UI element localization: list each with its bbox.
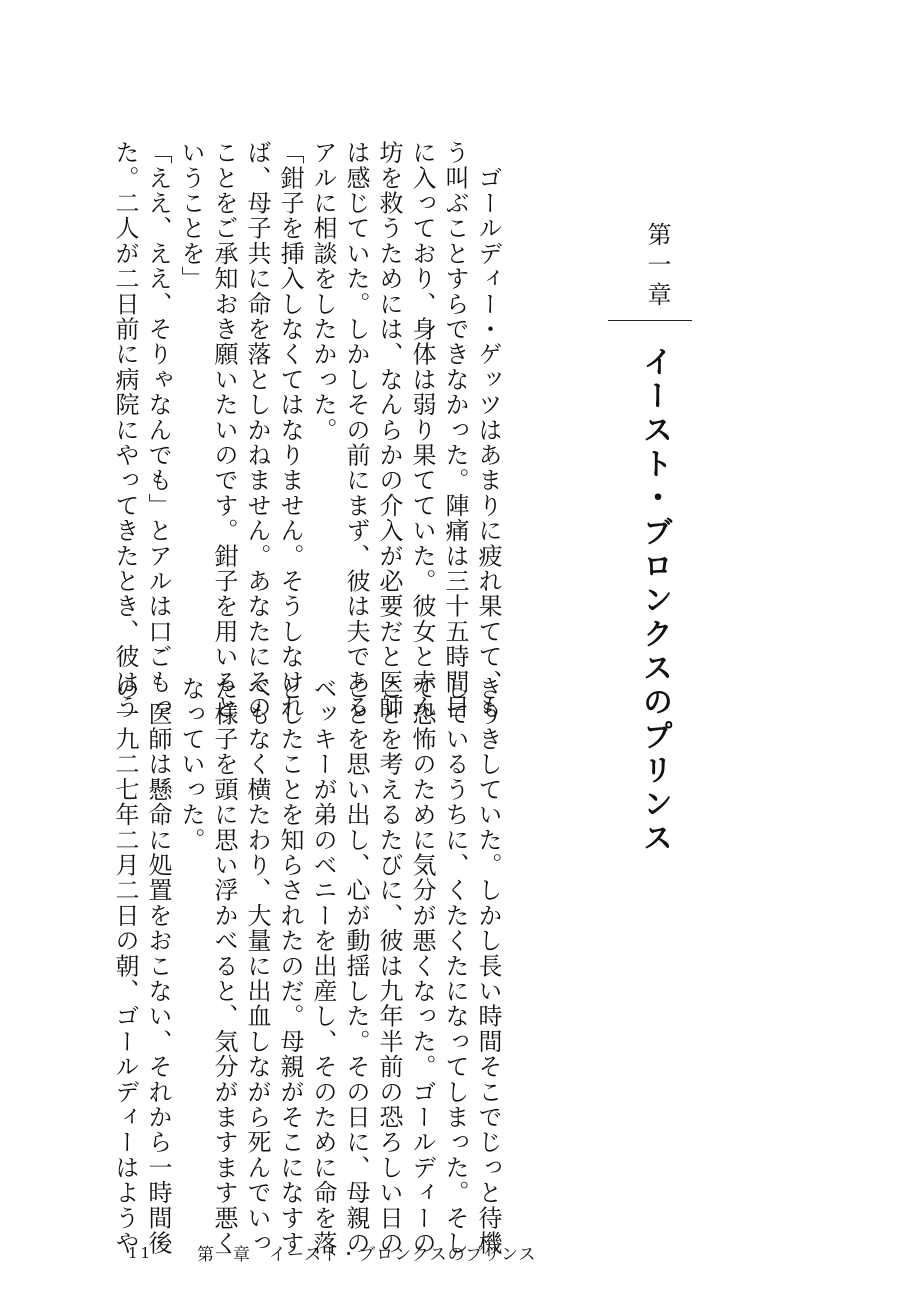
running-head-title: イースト・ブロンクスのプリンス [269,1245,537,1265]
text-column: ゴールディー・ゲッツはあまりに疲れ果てて、も [474,140,502,720]
text-column: 「鉗子を挿入しなくてはなりません。そうしなけれ [276,140,304,720]
text-column: ベッキーが弟のベニーを出産し、そのために命を落 [309,676,337,1256]
text-column: に入っており、身体は弱り果てていた。彼女と赤ん [408,140,436,720]
text-column: しているうちに、くたくたになってしまった。そし [441,676,469,1256]
text-column: て恐怖のために気分が悪くなった。ゴールディーの [408,676,436,1256]
text-column: アルに相談をしたかった。 [309,140,337,443]
chapter-label: 第一章 [643,222,671,312]
chapter-rule [608,320,692,321]
text-column: う叫ぶことすらできなかった。陣痛は三十五時間目 [441,140,469,720]
running-head [197,1240,536,1265]
text-column: ことを考えるたびに、彼は九年半前の恐ろしい日の [375,676,403,1256]
text-column: は感じていた。しかしその前にまず、彼は夫である [342,140,370,720]
text-column: た様子を頭に思い浮かべると、気分がますます悪く [210,676,238,1256]
text-column: ことをご承知おき願いたいのです。鉗子を用いると [210,140,238,720]
text-column: た。二人が二日前に病院にやってきたとき、彼はう [111,140,139,720]
chapter-title: イースト・ブロンクスのプリンス [637,346,672,856]
text-column: の一九二七年二月二日の朝、ゴールディーはようや [111,676,139,1256]
text-column: 医師は懸命に処置をおこない、それから一時間後 [144,676,172,1256]
text-column: いうことを」 [177,140,205,292]
text-column: 坊を救うためには、なんらかの介入が必要だと医師 [375,140,403,720]
running-head-chapter: 第一章 [197,1245,251,1265]
text-column: きうきしていた。しかし長い時間そこでじっと待機 [474,676,502,1256]
text-column: なっていった。 [177,676,205,853]
text-column: べもなく横たわり、大量に出血しながら死んでいっ [243,676,271,1256]
page-number: 11 [128,1244,154,1262]
text-column: 「ええ、ええ、そりゃなんでも」とアルは口ごもっ [144,140,172,720]
text-column: ば、母子共に命を落としかねません。あなたにその [243,140,271,720]
text-column: としたことを知らされたのだ。母親がそこになすす [276,676,304,1256]
text-column: ことを思い出し、心が動揺した。その日に、母親の [342,676,370,1256]
